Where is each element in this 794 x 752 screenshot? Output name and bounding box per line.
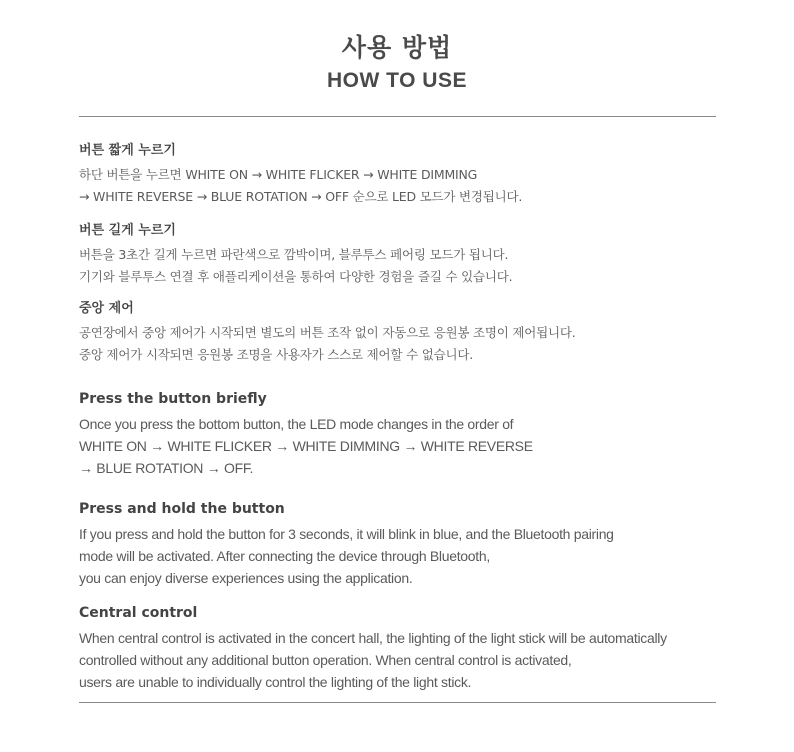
- body-line: users are unable to individually control the lighting of the light stick.: [79, 674, 472, 690]
- bottom-divider: [79, 702, 716, 703]
- body-line: When central control is activated in the concert hall, the lighting of the light stick will be automatically: [79, 630, 667, 646]
- section-heading: Press the button briefly: [79, 391, 267, 407]
- body-line: If you press and hold the button for 3 seconds, it will blink in blue, and the Bluetooth pairing: [79, 526, 614, 542]
- body-line: → BLUE ROTATION → OFF.: [79, 460, 254, 476]
- title-korean: 사용 방법: [341, 33, 453, 62]
- section-body: [79, 164, 719, 208]
- section-body: [79, 413, 719, 479]
- section-en-short-press: [79, 377, 719, 487]
- section-en-long-press: [79, 487, 719, 591]
- section-body: [79, 244, 719, 288]
- section-heading: 버튼 길게 누르기: [79, 223, 176, 238]
- section-ko-short-press: [79, 141, 719, 209]
- body-line: WHITE ON → WHITE FLICKER → WHITE DIMMING → WHITE REVERSE: [79, 438, 533, 454]
- body-line: 공연장에서 중앙 제어가 시작되면 별도의 버튼 조작 없이 자동으로 응원봉 조명이 제어됩니다.: [79, 325, 576, 340]
- instructions-content: [79, 141, 719, 693]
- body-line: 기기와 블루투스 연결 후 애플리케이션을 통하여 다양한 경험을 즐길 수 있습니다.: [79, 269, 513, 284]
- section-body: [79, 322, 719, 366]
- body-line: Once you press the bottom button, the LED mode changes in the order of: [79, 416, 514, 432]
- section-ko-long-press: [79, 209, 719, 287]
- page-header: [0, 30, 794, 96]
- section-heading: Press and hold the button: [79, 501, 285, 517]
- section-body: [79, 523, 719, 589]
- section-heading: Central control: [79, 605, 198, 621]
- title-english: HOW TO USE: [327, 69, 467, 92]
- section-body: [79, 627, 719, 693]
- body-line: → WHITE REVERSE → BLUE ROTATION → OFF 순으로 LED 모드가 변경됩니다.: [79, 189, 523, 204]
- top-divider: [79, 116, 716, 117]
- body-line: 버튼을 3초간 길게 누르면 파란색으로 깜박이며, 블루투스 페어링 모드가 됩니다.: [79, 247, 509, 262]
- section-ko-central-control: [79, 287, 719, 377]
- body-line: you can enjoy diverse experiences using the application.: [79, 570, 413, 586]
- section-heading: 버튼 짧게 누르기: [79, 143, 176, 158]
- section-en-central-control: [79, 591, 719, 693]
- body-line: mode will be activated. After connecting the device through Bluetooth,: [79, 548, 490, 564]
- body-line: 중앙 제어가 시작되면 응원봉 조명을 사용자가 스스로 제어할 수 없습니다.: [79, 347, 473, 362]
- body-line: controlled without any additional button operation. When central control is activated,: [79, 652, 572, 668]
- section-heading: 중앙 제어: [79, 301, 134, 316]
- body-line: 하단 버튼을 누르면 WHITE ON → WHITE FLICKER → WHITE DIMMING: [79, 167, 478, 182]
